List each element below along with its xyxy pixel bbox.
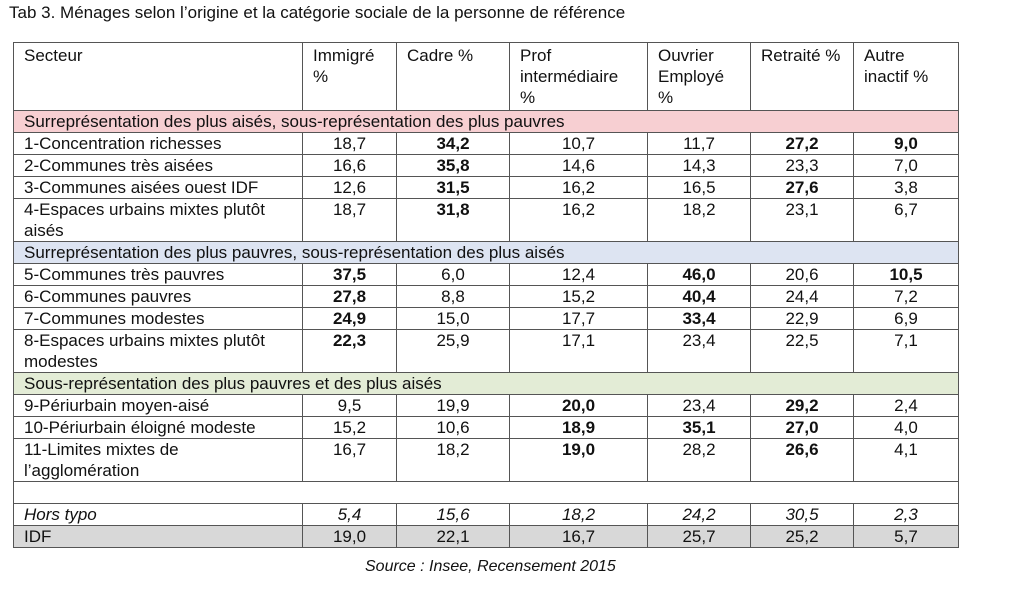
table-row [14, 155, 959, 177]
table-cell: 18,7 [303, 133, 397, 155]
table-cell: 20,6 [751, 264, 854, 286]
table-cell: 25,9 [397, 330, 510, 373]
table-cell: 8,8 [397, 286, 510, 308]
idf-row [14, 526, 959, 548]
table-cell: 16,2 [510, 199, 648, 242]
row-label: 10-Périurbain éloigné modeste [14, 417, 303, 439]
table-cell: 16,6 [303, 155, 397, 177]
table-cell: 18,9 [510, 417, 648, 439]
header-autre-inactif: Autre inactif % [854, 43, 959, 111]
section-label: Surreprésentation des plus aisés, sous-représentation des plus pauvres [14, 111, 959, 133]
table-cell: 33,4 [648, 308, 751, 330]
table-row [14, 439, 959, 482]
table-row [14, 417, 959, 439]
row-label: 3-Communes aisées ouest IDF [14, 177, 303, 199]
table-cell: 15,6 [397, 504, 510, 526]
table-cell: 16,2 [510, 177, 648, 199]
table-cell: 40,4 [648, 286, 751, 308]
table-cell: 15,2 [510, 286, 648, 308]
table-cell: 16,7 [303, 439, 397, 482]
table-cell: 19,0 [510, 439, 648, 482]
data-table [13, 42, 959, 548]
table-cell: 18,7 [303, 199, 397, 242]
table-row [14, 133, 959, 155]
table-cell: 29,2 [751, 395, 854, 417]
table-row [14, 308, 959, 330]
table-cell: 16,7 [510, 526, 648, 548]
header-row [14, 43, 959, 111]
table-cell: 25,7 [648, 526, 751, 548]
table-cell: 30,5 [751, 504, 854, 526]
table-cell: 27,2 [751, 133, 854, 155]
table-row [14, 330, 959, 373]
hors-typo-row [14, 504, 959, 526]
header-ouvrier-employe: Ouvrier Employé % [648, 43, 751, 111]
table-cell: 9,5 [303, 395, 397, 417]
table-cell: 24,2 [648, 504, 751, 526]
table-body [14, 111, 959, 548]
table-cell: 17,1 [510, 330, 648, 373]
blank-row [14, 482, 959, 504]
table-cell: 6,7 [854, 199, 959, 242]
section-label: Surreprésentation des plus pauvres, sous-représentation des plus aisés [14, 242, 959, 264]
header-secteur: Secteur [14, 43, 303, 111]
table-cell: 20,0 [510, 395, 648, 417]
table-cell: 7,2 [854, 286, 959, 308]
table-cell: 23,4 [648, 395, 751, 417]
header-retraite: Retraité % [751, 43, 854, 111]
table-cell: 11,7 [648, 133, 751, 155]
table-cell: 12,6 [303, 177, 397, 199]
section-row [14, 242, 959, 264]
table-cell: 22,3 [303, 330, 397, 373]
blank-cell [14, 482, 959, 504]
row-label: Hors typo [14, 504, 303, 526]
table-cell: 35,1 [648, 417, 751, 439]
table-cell: 27,8 [303, 286, 397, 308]
table-cell: 18,2 [648, 199, 751, 242]
section-row [14, 373, 959, 395]
table-cell: 12,4 [510, 264, 648, 286]
table-cell: 14,6 [510, 155, 648, 177]
row-label: 7-Communes modestes [14, 308, 303, 330]
table-cell: 25,2 [751, 526, 854, 548]
table-cell: 3,8 [854, 177, 959, 199]
table-cell: 23,3 [751, 155, 854, 177]
table-cell: 10,6 [397, 417, 510, 439]
row-label: 4-Espaces urbains mixtes plutôt aisés [14, 199, 303, 242]
table-cell: 18,2 [510, 504, 648, 526]
table-cell: 24,4 [751, 286, 854, 308]
table-cell: 22,1 [397, 526, 510, 548]
table-cell: 15,2 [303, 417, 397, 439]
table-cell: 6,0 [397, 264, 510, 286]
table-cell: 9,0 [854, 133, 959, 155]
table-cell: 23,1 [751, 199, 854, 242]
header-prof-intermediaire: Prof intermédiaire % [510, 43, 648, 111]
table-cell: 4,1 [854, 439, 959, 482]
table-cell: 46,0 [648, 264, 751, 286]
table-cell: 17,7 [510, 308, 648, 330]
table-cell: 37,5 [303, 264, 397, 286]
table-cell: 15,0 [397, 308, 510, 330]
table-cell: 7,1 [854, 330, 959, 373]
section-label: Sous-représentation des plus pauvres et des plus aisés [14, 373, 959, 395]
table-cell: 31,8 [397, 199, 510, 242]
table-cell: 14,3 [648, 155, 751, 177]
table-cell: 27,6 [751, 177, 854, 199]
row-label: 8-Espaces urbains mixtes plutôt modestes [14, 330, 303, 373]
table-cell: 19,9 [397, 395, 510, 417]
table-title: Tab 3. Ménages selon l’origine et la catégorie sociale de la personne de référence [9, 3, 626, 22]
row-label: 5-Communes très pauvres [14, 264, 303, 286]
table-cell: 7,0 [854, 155, 959, 177]
table-cell: 2,3 [854, 504, 959, 526]
table-row [14, 286, 959, 308]
table-row [14, 199, 959, 242]
table-cell: 31,5 [397, 177, 510, 199]
source-note: Source : Insee, Recensement 2015 [365, 558, 616, 575]
table-cell: 2,4 [854, 395, 959, 417]
table-cell: 27,0 [751, 417, 854, 439]
table-row [14, 395, 959, 417]
table-cell: 5,4 [303, 504, 397, 526]
table-cell: 35,8 [397, 155, 510, 177]
table-row [14, 264, 959, 286]
table-cell: 5,7 [854, 526, 959, 548]
row-label: 9-Périurbain moyen-aisé [14, 395, 303, 417]
table-cell: 22,9 [751, 308, 854, 330]
table-cell: 26,6 [751, 439, 854, 482]
table-row [14, 177, 959, 199]
section-row [14, 111, 959, 133]
header-immigre: Immigré % [303, 43, 397, 111]
row-label: IDF [14, 526, 303, 548]
table-cell: 19,0 [303, 526, 397, 548]
table-cell: 23,4 [648, 330, 751, 373]
row-label: 11-Limites mixtes de l’agglomération [14, 439, 303, 482]
table-cell: 10,5 [854, 264, 959, 286]
header-cadre: Cadre % [397, 43, 510, 111]
row-label: 2-Communes très aisées [14, 155, 303, 177]
row-label: 1-Concentration richesses [14, 133, 303, 155]
row-label: 6-Communes pauvres [14, 286, 303, 308]
table-cell: 6,9 [854, 308, 959, 330]
table-cell: 22,5 [751, 330, 854, 373]
table-cell: 4,0 [854, 417, 959, 439]
table-cell: 10,7 [510, 133, 648, 155]
table-cell: 18,2 [397, 439, 510, 482]
table-cell: 34,2 [397, 133, 510, 155]
table-cell: 16,5 [648, 177, 751, 199]
table-cell: 28,2 [648, 439, 751, 482]
table-cell: 24,9 [303, 308, 397, 330]
